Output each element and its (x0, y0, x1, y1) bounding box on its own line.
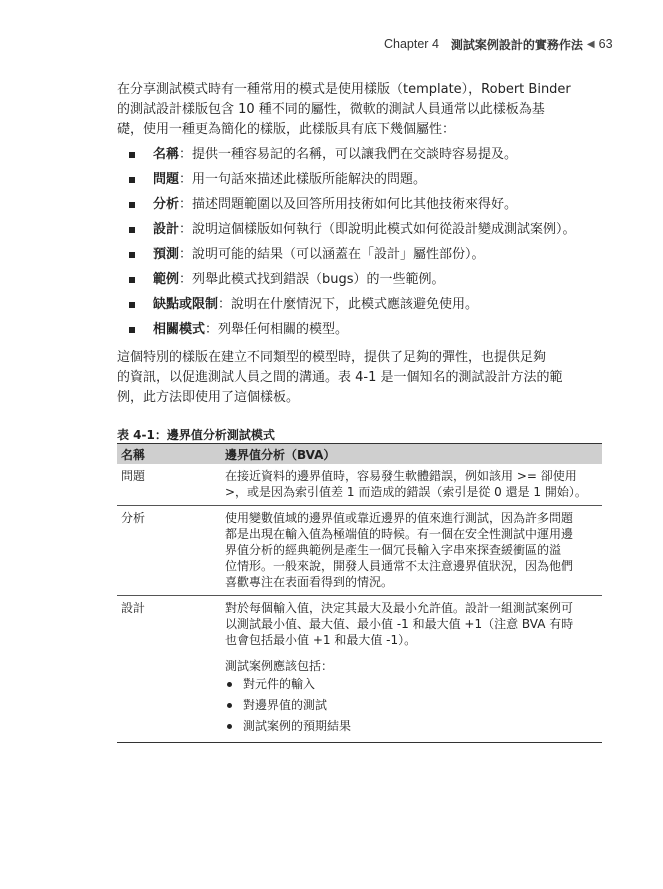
attribute-desc: ：用一句話來描述此樣版所能解決的問題。 (179, 172, 427, 187)
list-item (117, 170, 602, 195)
table-row (117, 506, 602, 596)
text-line: 礎，使用一種更為簡化的樣版，此樣版具有底下幾個屬性： (117, 122, 456, 137)
text-line: 也會包括最小值 +1 和最大值 -1）。 (225, 633, 417, 647)
text-line: 這個特別的樣版在建立不同類型的模型時，提供了足夠的彈性，也提供足夠 (117, 350, 547, 365)
page-number: 63 (598, 37, 613, 51)
text-line: 以測試最小值、最大值、最小值 -1 和最大值 +1（注意 BVA 有時 (225, 617, 574, 631)
row-content (225, 510, 602, 590)
text-line: 的資訊，以促進測試人員之間的溝通。表 4-1 是一個知名的測試設計方法的範 (117, 370, 563, 385)
header-cell-name: 名稱 (121, 447, 146, 462)
chapter-title: 測試案例設計的實務作法 (450, 37, 583, 52)
list-item (117, 270, 602, 295)
text-line: 在分享測試模式時有一種常用的模式是使用樣版（template），Robert Binder (117, 82, 571, 97)
square-bullet-icon (129, 227, 135, 233)
square-bullet-icon (129, 277, 135, 283)
text-line: 位情形。一般來說，開發人員通常不太注意邊界值狀況，因為他們 (225, 559, 574, 573)
triangle-left-icon: ◀ (586, 38, 595, 50)
bva-table (117, 443, 602, 743)
list-item: 對邊界值的測試 (225, 695, 602, 716)
intro-paragraph (117, 80, 602, 140)
text-line: 例，此方法即使用了這個樣板。 (117, 390, 300, 405)
running-header (384, 34, 617, 54)
test-case-list (225, 674, 602, 737)
attribute-desc: ：列舉此模式找到錯誤（bugs）的一些範例。 (179, 272, 445, 287)
header-cell-bva: 邊界值分析（BVA） (225, 447, 336, 462)
chapter-label: Chapter 4 (384, 37, 439, 51)
attribute-term: 問題 (153, 172, 180, 187)
table-row (117, 596, 602, 743)
attribute-term: 分析 (153, 197, 180, 212)
square-bullet-icon (129, 302, 135, 308)
text-line: 都是出現在輸入值為極端值的時候。有一個在安全性測試中運用邊 (225, 527, 574, 541)
attribute-desc: ：列舉任何相關的模型。 (205, 322, 349, 337)
row-label: 分析 (121, 511, 146, 525)
row-content (225, 468, 602, 500)
square-bullet-icon (129, 202, 135, 208)
text-line: 使用變數值域的邊界值或靠近邊界的值來進行測試，因為許多問題 (225, 511, 574, 525)
list-item: 測試案例的預期結果 (225, 716, 602, 737)
text-line: 對於每個輸入值，決定其最大及最小允許值。設計一組測試案例可 (225, 601, 574, 615)
attribute-desc: ：描述問題範圍以及回答所用技術如何比其他技術來得好。 (179, 197, 518, 212)
row-label: 設計 (121, 601, 146, 615)
list-item (117, 145, 602, 170)
attribute-list (117, 145, 602, 345)
attribute-term: 名稱 (153, 147, 180, 162)
body-paragraph (117, 348, 602, 408)
row-content (225, 600, 602, 737)
text-line: 喜歡專注在表面看得到的情況。 (225, 575, 394, 589)
square-bullet-icon (129, 327, 135, 333)
attribute-desc: ：說明在什麼情況下，此模式應該避免使用。 (218, 297, 479, 312)
square-bullet-icon (129, 252, 135, 258)
attribute-term: 相關模式 (153, 322, 206, 337)
attribute-desc: ：提供一種容易記的名稱，可以讓我們在交談時容易提及。 (179, 147, 518, 162)
table-row (117, 464, 602, 506)
attribute-desc: ：說明可能的結果（可以涵蓋在「設計」屬性部份）。 (179, 247, 485, 262)
list-item (117, 245, 602, 270)
text-line: 的測試設計樣版包含 10 種不同的屬性，微軟的測試人員通常以此樣板為基 (117, 102, 545, 117)
list-item (117, 295, 602, 320)
attribute-term: 預測 (153, 247, 180, 262)
text-line: 在接近資料的邊界值時，容易發生軟體錯誤，例如該用 >= 卻使用 (225, 469, 577, 483)
square-bullet-icon (129, 152, 135, 158)
table-caption: 表 4-1：邊界值分析測試模式 (117, 428, 275, 442)
row-label: 問題 (121, 469, 146, 483)
list-item (117, 220, 602, 245)
attribute-term: 缺點或限制 (153, 297, 219, 312)
attribute-desc: ：說明這個樣版如何執行（即說明此模式如何從設計變成測試案例）。 (179, 222, 576, 237)
square-bullet-icon (129, 177, 135, 183)
subheading: 測試案例應該包括： (225, 659, 334, 673)
table-header (117, 443, 602, 464)
list-item: 對元件的輸入 (225, 674, 602, 695)
list-item (117, 195, 602, 220)
text-line: >，或是因為索引值差 1 而造成的錯誤（索引是從 0 還是 1 開始）。 (225, 485, 587, 499)
attribute-term: 範例 (153, 272, 180, 287)
text-line: 界值分析的經典範例是產生一個冗長輸入字串來探查緩衝區的溢 (225, 543, 562, 557)
attribute-term: 設計 (153, 222, 180, 237)
list-item (117, 320, 602, 345)
